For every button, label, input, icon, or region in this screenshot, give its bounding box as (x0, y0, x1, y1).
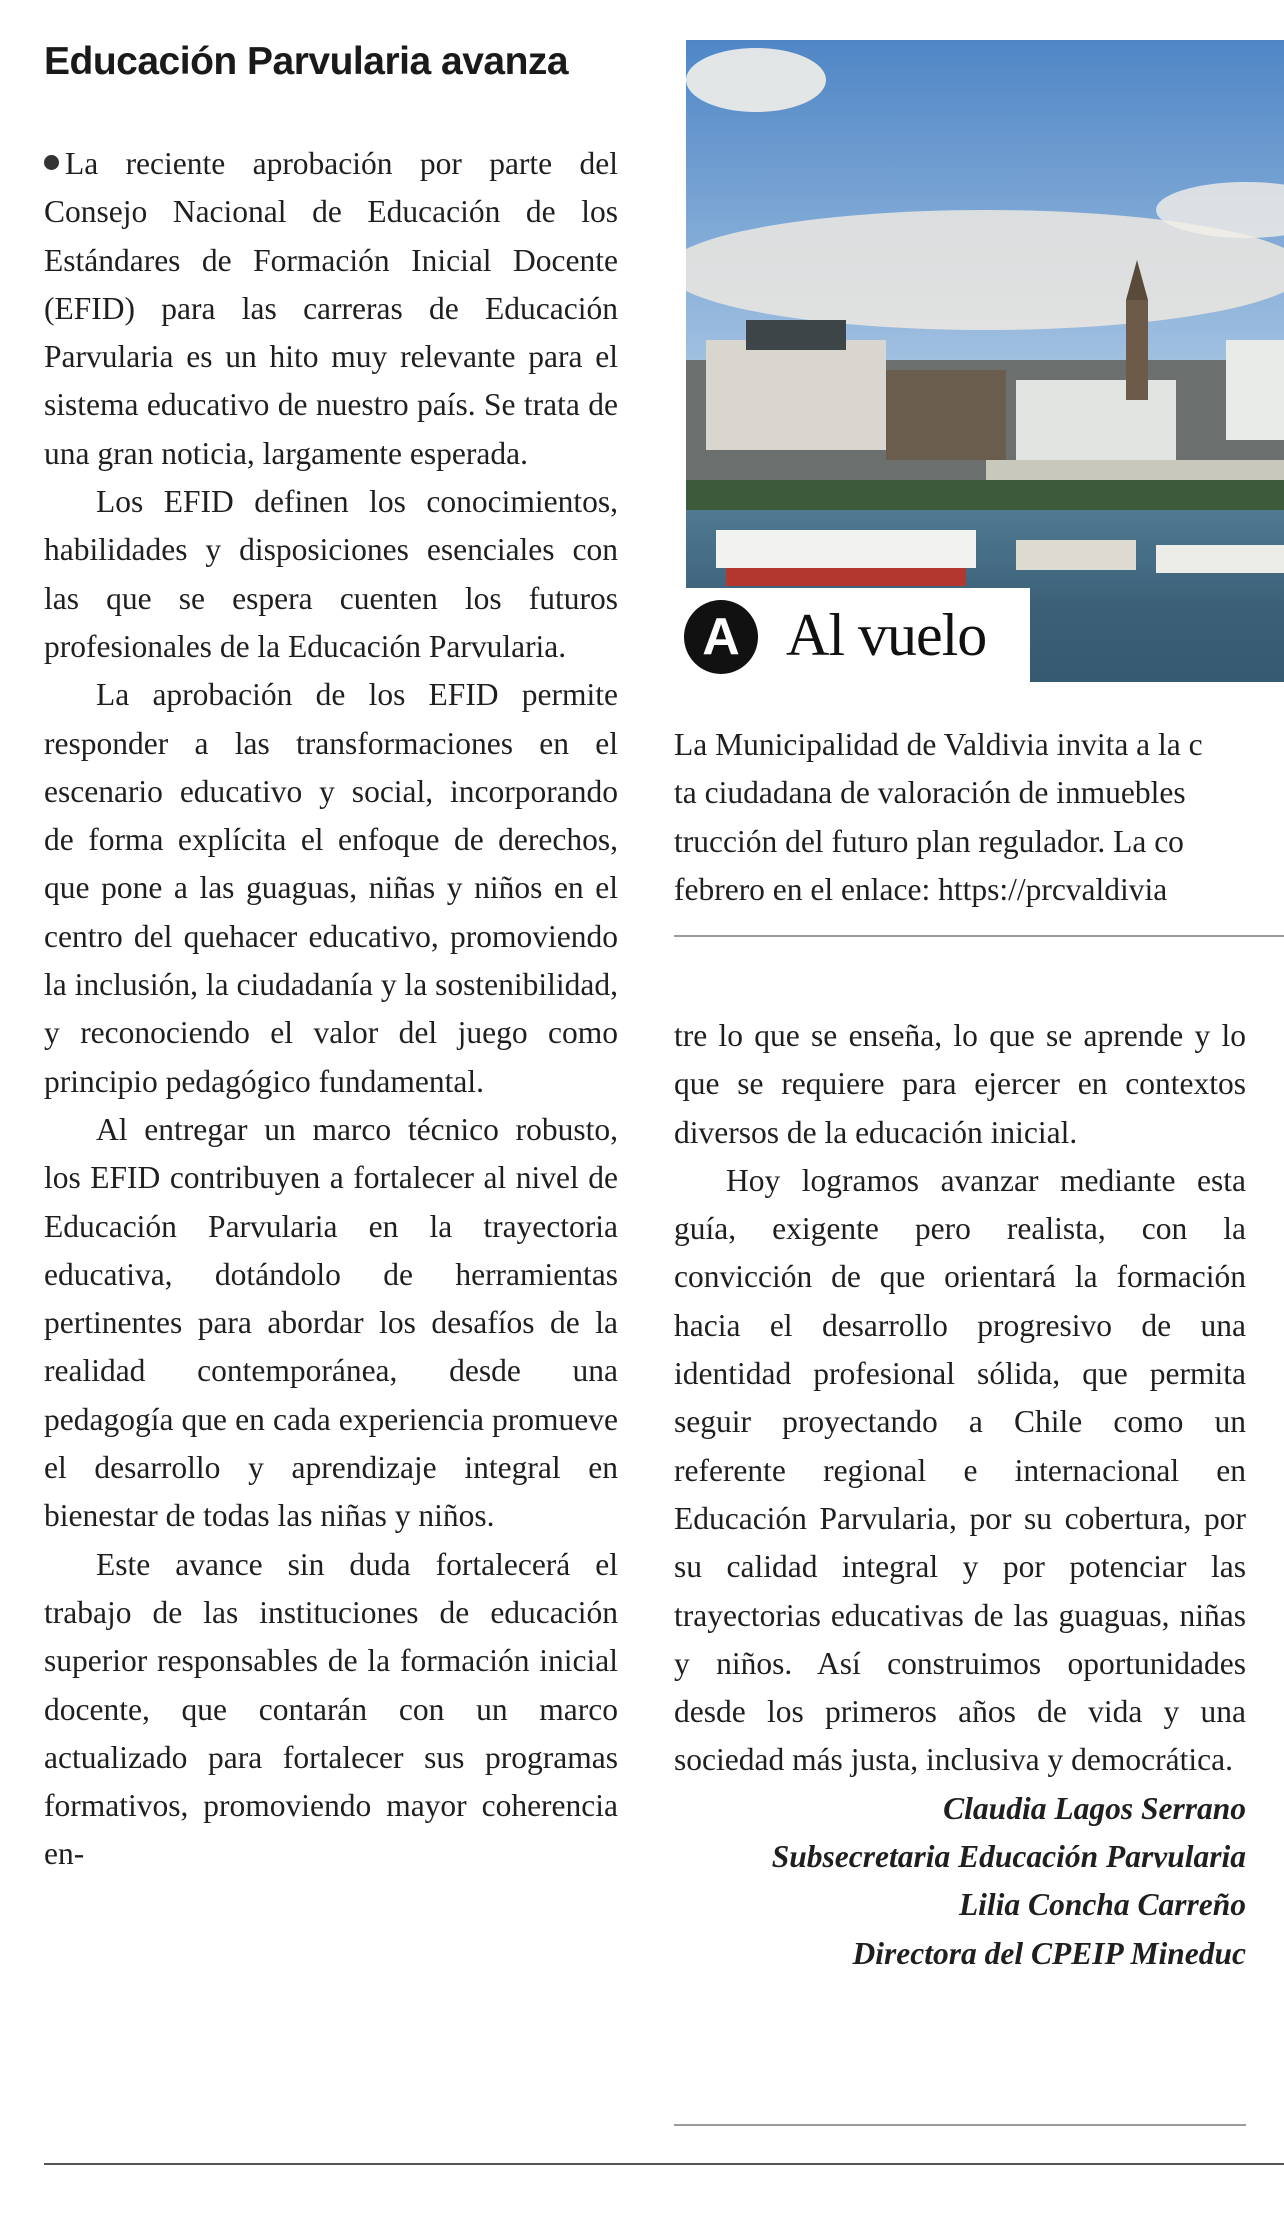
left-column (44, 140, 618, 1879)
sidebar-line: febrero en el enlace: https://prcvaldivia (674, 871, 1168, 907)
signature-name: Lilia Concha Carreño (958, 1887, 1246, 1923)
signature-name: Claudia Lagos Serrano (943, 1790, 1246, 1826)
signature-title: Directora del CPEIP Mineduc (852, 1935, 1246, 1971)
sidebar-line: La Municipalidad de Valdivia invita a la c (674, 727, 1203, 762)
divider (674, 2124, 1246, 2126)
paragraph-6: tre lo que se enseña, lo que se aprende y lo que se requiere para ejercer en contextos diversos de la educación inicial. (674, 1018, 1246, 1150)
bullet-icon (44, 155, 59, 170)
paragraph-4: Al entregar un marco técnico robusto, los EFID contribuyen a fortalecer al nivel de Educación Parvularia en la trayectoria educativa, dotándolo de herramientas pertinentes para abordar los desafíos de la realidad contemporánea, desde una pedagogía que en cada experiencia promueve el desarrollo y aprendizaje integral en bienestar de todas las niñas y niños. (44, 1111, 618, 1534)
signature-title: Subsecretaria Educación Parvularia (771, 1839, 1246, 1875)
paragraph-2: Los EFID definen los conocimientos, habilidades y disposiciones esenciales con las que se espera cuenten los futuros profesionales de la Educación Parvularia. (44, 484, 618, 664)
article-headline: Educación Parvularia avanza (44, 40, 569, 83)
al-vuelo-badge (684, 594, 782, 680)
paragraph-5: Este avance sin duda fortalecerá el trabajo de las instituciones de educación superior responsables de la formación inicial docente, que contarán con un marco actualizado para fortalecer sus programas formativos, promoviendo mayor coherencia en- (44, 1546, 618, 1872)
divider (674, 935, 1284, 937)
al-vuelo-text (674, 721, 1284, 914)
sidebar-line: ta ciudadana de valoración de inmuebles (674, 775, 1186, 811)
paragraph-3: La aprobación de los EFID permite responder a las transformaciones en el escenario educativo y social, incorporando de forma explícita el enfoque de derechos, que pone a las guaguas, niñas y niños en el centro del quehacer educativo, promoviendo la inclusión, la ciudadanía y la sostenibilidad, y reconociendo el valor del juego como principio pedagógico fundamental. (44, 677, 618, 1099)
bottom-rule (44, 2163, 1284, 2165)
right-column (674, 1012, 1246, 1978)
badge-letter-icon: A (684, 600, 758, 674)
al-vuelo-title: Al vuelo (786, 602, 987, 668)
paragraph-7: Hoy logramos avanzar mediante esta guía, exigente pero realista, con la convicción de que orientará la formación hacia el desarrollo progresivo de una identidad profesional sólida, que permita seguir proyectando a Chile como un referente regional e internacional en Educación Parvularia, por su cobertura, por su calidad integral y por potenciar las trayectorias educativas de las guaguas, niñas y niños. Así construimos oportunidades desde los primeros años de vida y una sociedad más justa, inclusiva y democrática. (674, 1162, 1246, 1778)
sidebar-line: trucción del futuro plan regulador. La co (674, 823, 1184, 859)
valdivia-city-photo (686, 40, 1284, 682)
paragraph-1: La reciente aprobación por parte del Consejo Nacional de Educación de los Estándares de Formación Inicial Docente (EFID) para las carreras de Educación Parvularia es un hito muy relevante para el sistema educativo de nuestro país. Se trata de una gran noticia, largamente esperada. (44, 146, 618, 471)
